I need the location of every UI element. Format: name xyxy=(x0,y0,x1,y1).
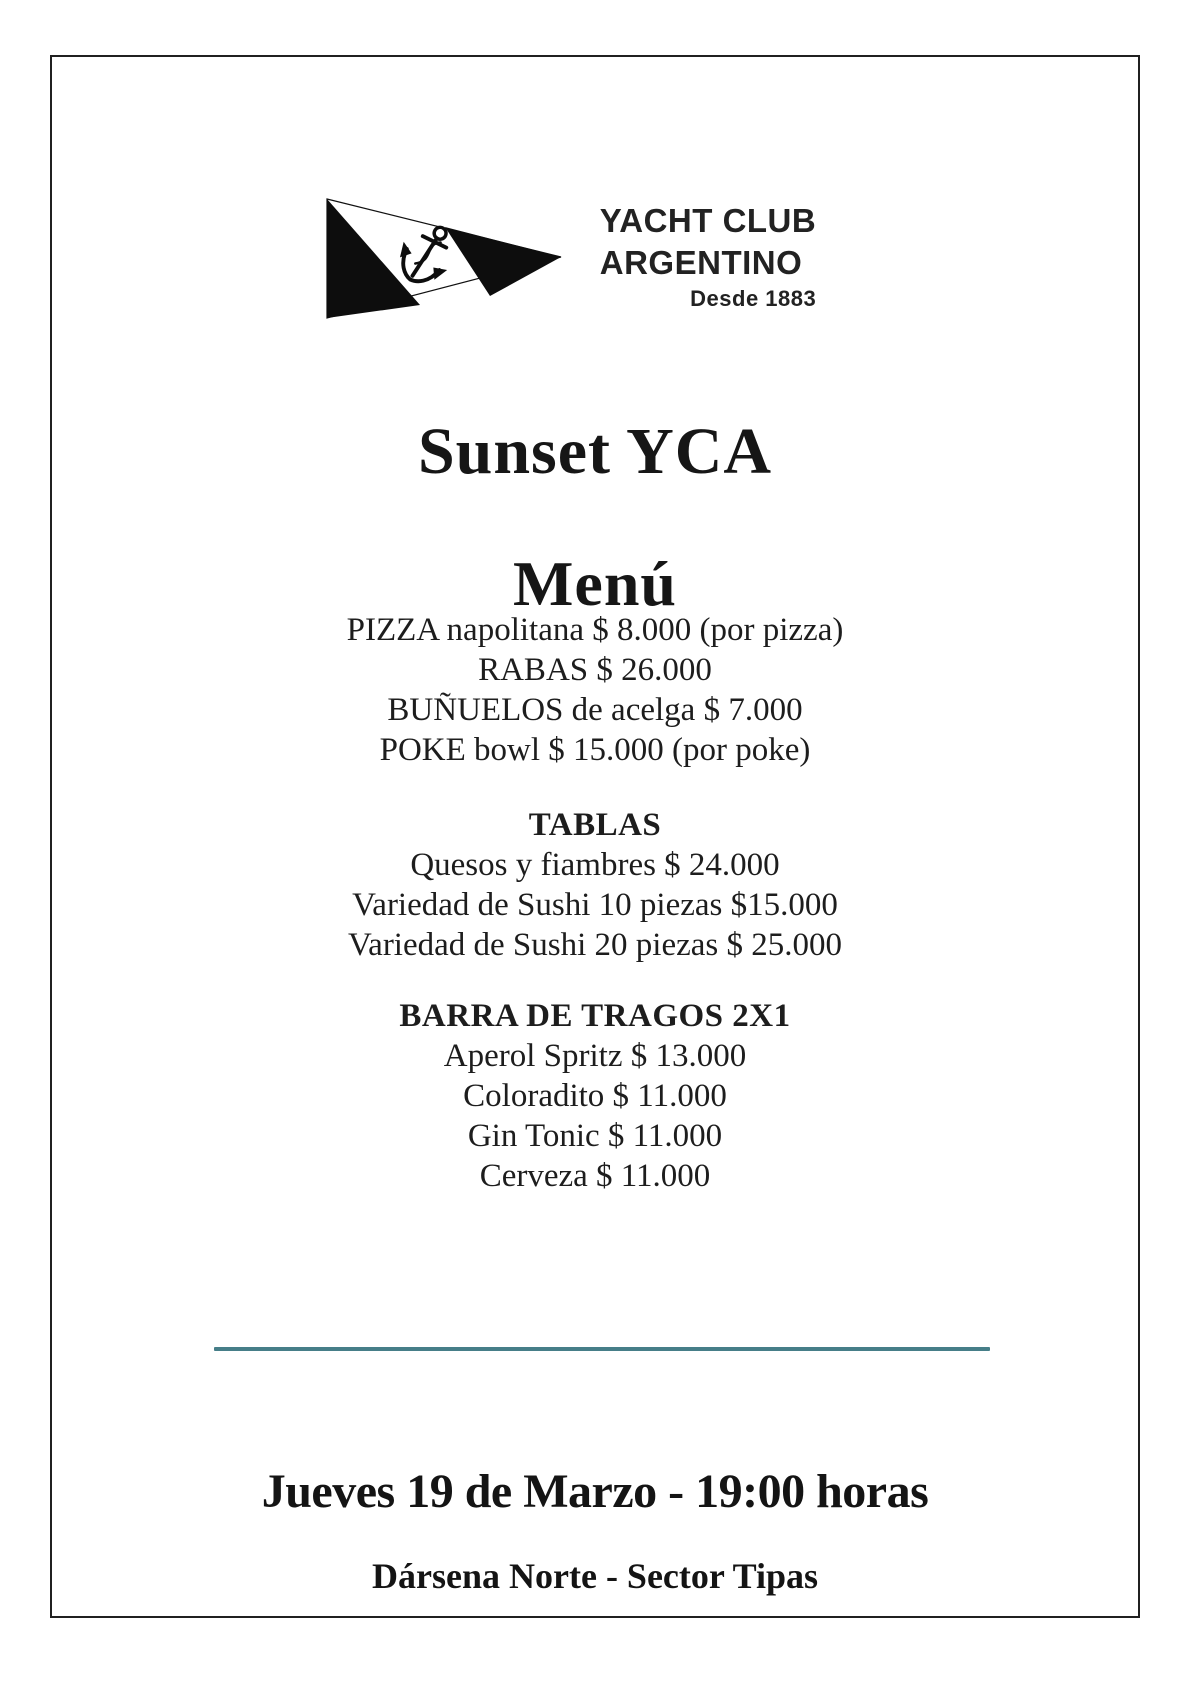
menu-item: Coloradito $ 11.000 xyxy=(463,1078,727,1114)
menu-item: BUÑUELOS de acelga $ 7.000 xyxy=(387,692,803,728)
menu-list xyxy=(52,610,1138,1196)
menu-item: Variedad de Sushi 10 piezas $15.000 xyxy=(352,887,838,923)
club-name-line2: ARGENTINO xyxy=(599,244,803,281)
logo xyxy=(52,198,1138,319)
menu-item: PIZZA napolitana $ 8.000 (por pizza) xyxy=(346,612,844,648)
page-title: Sunset YCA xyxy=(417,415,773,488)
section-heading-tablas: TABLAS xyxy=(528,807,662,843)
menu-item: Variedad de Sushi 20 piezas $ 25.000 xyxy=(348,927,842,963)
burgee-flag-icon xyxy=(326,198,562,319)
menu-heading: Menú xyxy=(513,548,677,619)
event-date: Jueves 19 de Marzo - 19:00 horas xyxy=(261,1465,929,1518)
menu-item: Aperol Spritz $ 13.000 xyxy=(443,1038,747,1074)
menu-item: Gin Tonic $ 11.000 xyxy=(467,1118,723,1154)
club-tagline: Desde 1883 xyxy=(690,286,817,311)
menu-item: Quesos y fiambres $ 24.000 xyxy=(410,847,780,883)
menu-item: RABAS $ 26.000 xyxy=(478,652,712,688)
menu-item: Cerveza $ 11.000 xyxy=(479,1158,711,1194)
event-location: Dársena Norte - Sector Tipas xyxy=(372,1556,818,1596)
page-border-frame xyxy=(50,55,1140,1618)
teal-divider xyxy=(214,1347,990,1351)
menu-item: POKE bowl $ 15.000 (por poke) xyxy=(379,732,811,768)
club-name-line1: YACHT CLUB xyxy=(599,202,817,239)
section-heading-tragos: BARRA DE TRAGOS 2X1 xyxy=(399,998,791,1034)
